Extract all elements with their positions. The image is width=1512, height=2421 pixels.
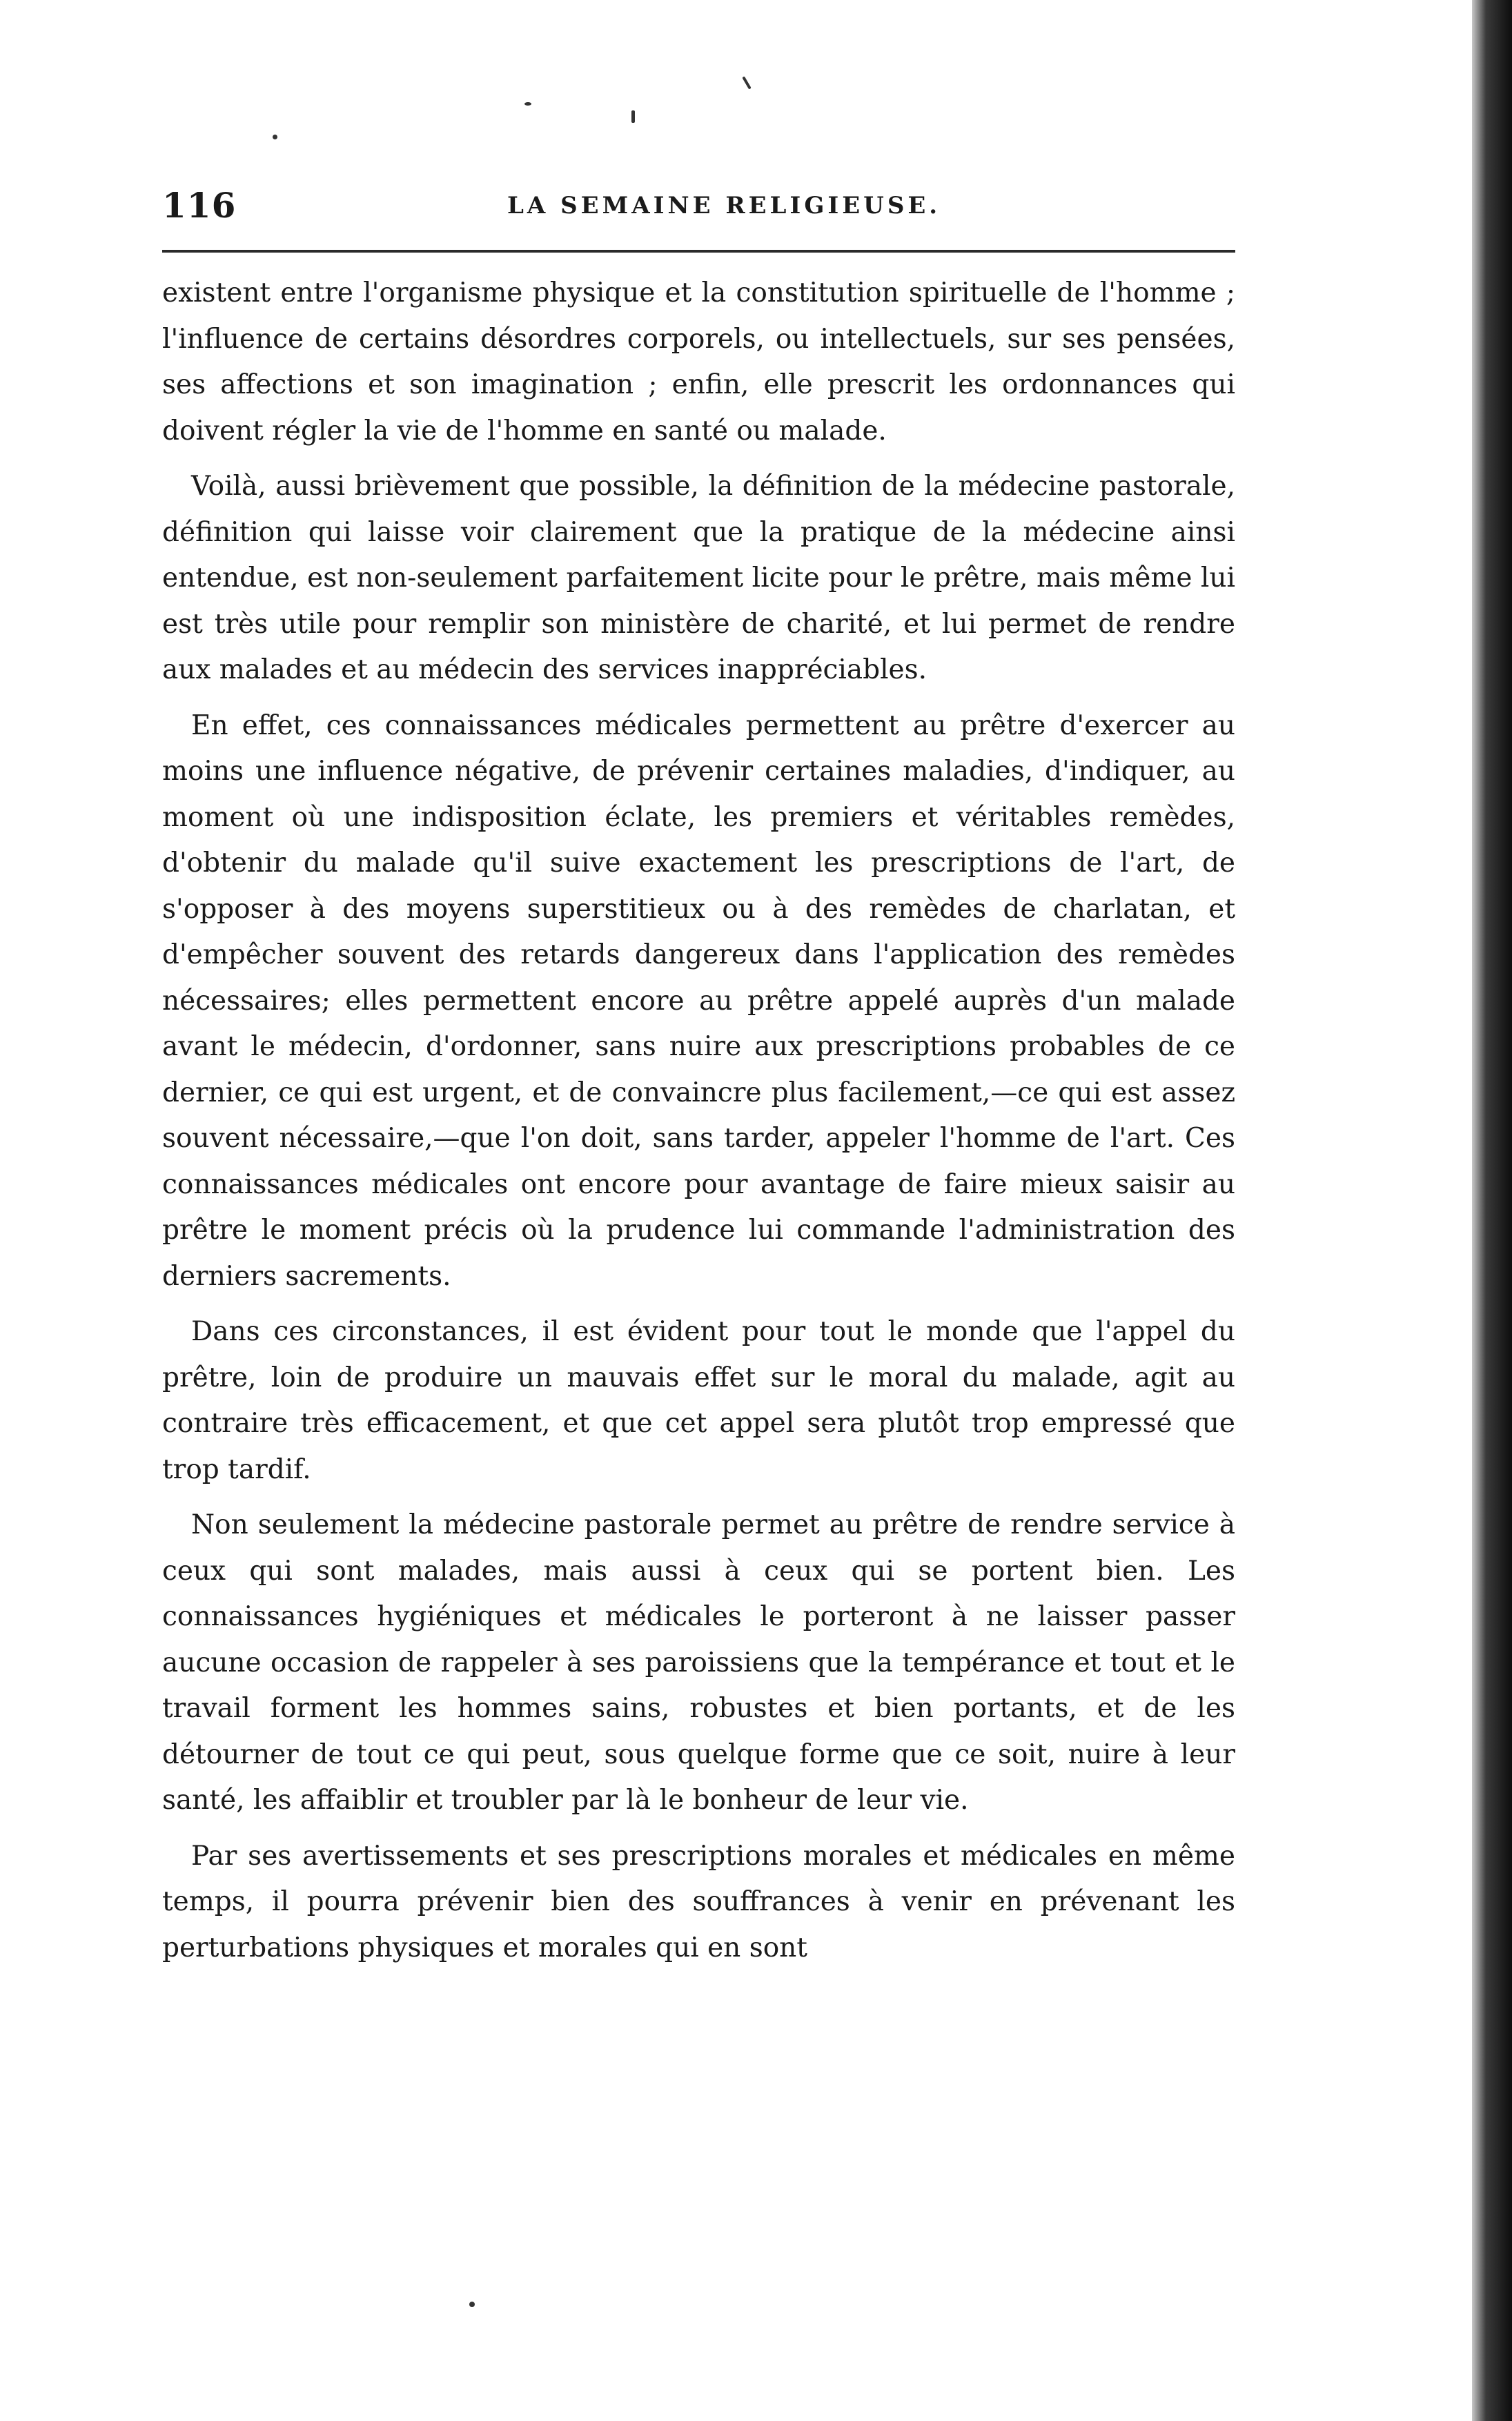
body-text [162, 271, 1235, 1971]
paragraph: Non seulement la médecine pastorale permet au prêtre de rendre service à ceux qui sont malades, mais aussi à ceux qui se portent bien. Les connaissances hygiéniques et médicales le porteront à ne laisser passer aucune occasion de rappeler à ses paroissiens que la tempérance et tout et le travail forment les hommes sains, robustes et bien portants, et de les détourner de tout ce qui peut, sous quelque forme que ce soit, nuire à leur santé, les affaiblir et troubler par là le bonheur de leur vie. [162, 1509, 1235, 1816]
ink-speck [631, 110, 635, 123]
paragraph: Par ses avertissements et ses prescriptions morales et médicales en même temps, il pourra prévenir bien des souffrances à venir en prévenant les perturbations physiques et morales qui en sont [162, 1840, 1235, 1963]
running-title: LA SEMAINE RELIGIEUSE. [507, 192, 941, 219]
paragraph-continuation: existent entre l'organisme physique et la constitution spirituelle de l'homme ; l'influence de certains désordres corporels, ou intellectuels, sur ses pensées, ses affections et son imagination ; enfin, elle prescrit les ordonnances qui doivent régler la vie de l'homme en santé ou malade. [162, 277, 1235, 447]
paragraph: En effet, ces connaissances médicales permettent au prêtre d'exercer au moins une influence négative, de prévenir certaines maladies, d'indiquer, au moment où une indisposition éclate, les premiers et véritables remèdes, d'obtenir du malade qu'il suive exactement les prescriptions de l'art, de s'opposer à des moyens superstitieux ou à des remèdes de charlatan, et d'empêcher souvent des retards dangereux dans l'application des remèdes nécessaires; elles permettent encore au prêtre appelé auprès d'un malade avant le médecin, d'ordonner, sans nuire aux prescriptions probables de ce dernier, ce qui est urgent, et de convaincre plus facilement,—ce qui est assez souvent nécessaire,—que l'on doit, sans tarder, appeler l'homme de l'art. Ces connaissances médicales ont encore pour avantage de faire mieux saisir au prêtre le moment précis où la prudence lui commande l'administration des derniers sacrements. [162, 709, 1235, 1292]
header-rule [162, 250, 1235, 253]
paragraph: Voilà, aussi brièvement que possible, la définition de la médecine pastorale, définition qui laisse voir clairement que la pratique de la médecine ainsi entendue, est non-seulement parfaitement licite pour le prêtre, mais même lui est très utile pour remplir son ministère de charité, et lui permet de rendre aux malades et au médecin des services inappréciables. [162, 471, 1235, 685]
page-header [162, 185, 1235, 240]
ink-speck [469, 2302, 475, 2307]
ink-speck [524, 102, 531, 106]
page-number: 116 [162, 185, 237, 226]
ink-speck [273, 135, 277, 139]
ink-speck [742, 76, 751, 89]
binding-edge [1472, 0, 1512, 2421]
paragraph: Dans ces circonstances, il est évident pour tout le monde que l'appel du prêtre, loin de produire un mauvais effet sur le moral du malade, agit au contraire très efficacement, et que cet appel sera plutôt trop empressé que trop tardif. [162, 1316, 1235, 1485]
